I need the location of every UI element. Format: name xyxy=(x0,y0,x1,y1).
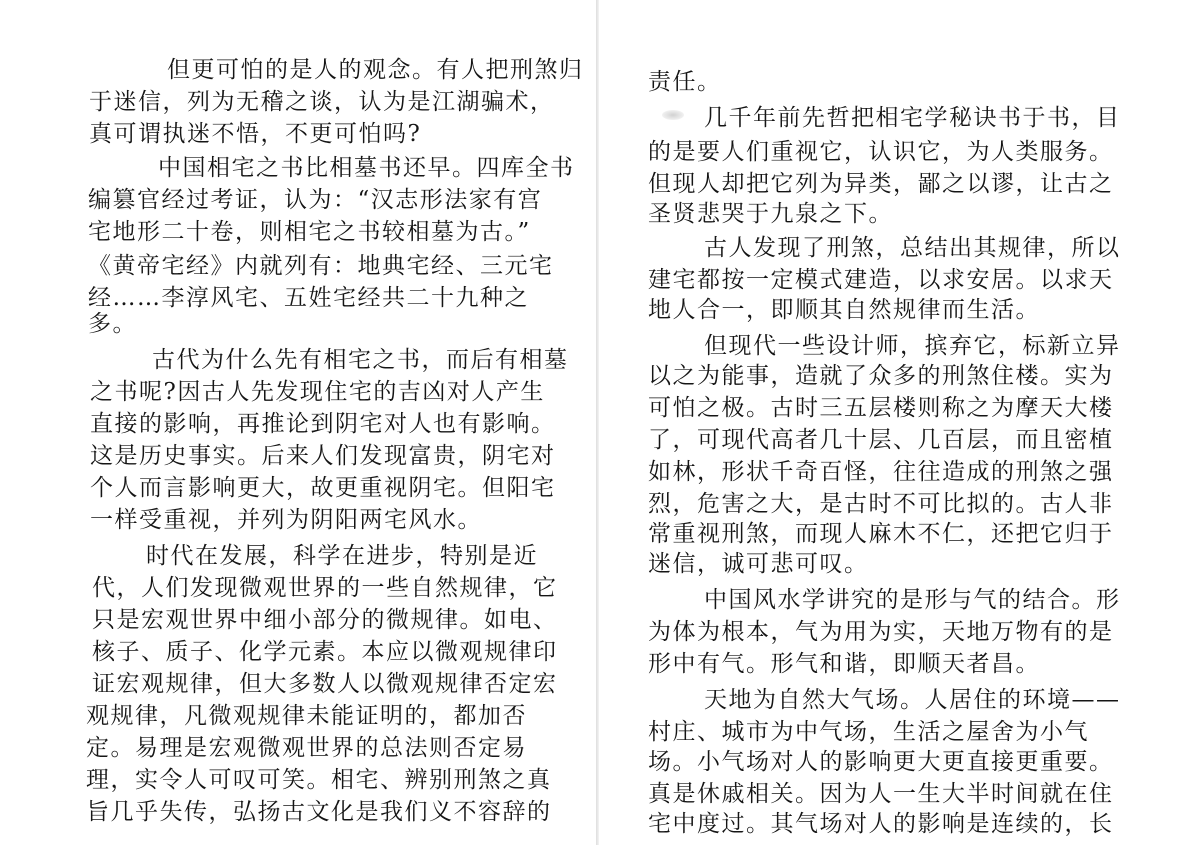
right-line-2: 几千年前先哲把相宅学秘诀书于书，目 xyxy=(704,105,1121,131)
right-line-1: 责任。 xyxy=(648,69,722,95)
right-line-4: 但现人却把它列为异类，鄙之以谬，让古之 xyxy=(648,171,1114,197)
left-line-13: 这是历史事实。后来人们发现富贵，阴宅对 xyxy=(90,443,556,469)
right-line-22: 场。小气场对人的影响更大更直接更重要。 xyxy=(648,749,1114,775)
right-line-13: 如林，形状千奇百怪，往往造成的刑煞之强 xyxy=(648,459,1114,485)
left-line-16: 时代在发展，科学在进步，特别是近 xyxy=(146,543,538,569)
right-line-12: 了，可现代高者几十层、几百层，而且密植 xyxy=(648,427,1114,453)
right-line-6: 古人发现了刑煞，总结出其规律，所以 xyxy=(704,235,1121,261)
left-line-14: 个人而言影响更大，故更重视阴宅。但阳宅 xyxy=(90,475,556,501)
left-line-18: 只是宏观世界中细小部分的微规律。如电、 xyxy=(92,607,558,633)
right-line-5: 圣贤悲哭于九泉之下。 xyxy=(648,201,893,227)
right-line-23: 真是休戚相关。因为人一生大半时间就在住 xyxy=(648,781,1114,807)
scan-smudge xyxy=(662,110,684,120)
left-line-10: 古代为什么先有相宅之书，而后有相墓 xyxy=(152,347,569,373)
right-line-21: 村庄、城市为中气场，生活之屋舍为小气 xyxy=(648,719,1089,745)
left-line-6: 宅地形二十卷，则相宅之书较相墓为古。” xyxy=(88,219,531,245)
page-gutter xyxy=(596,0,599,845)
left-line-19: 核子、质子、化学元素。本应以微观规律印 xyxy=(92,639,558,665)
right-line-17: 中国风水学讲究的是形与气的结合。形 xyxy=(704,587,1121,613)
left-line-15: 一样受重视，并列为阴阳两宅风水。 xyxy=(90,507,482,533)
left-line-11: 之书呢?因古人先发现住宅的吉凶对人产生 xyxy=(90,379,545,405)
right-line-10: 以之为能事，造就了众多的刑煞住楼。实为 xyxy=(648,363,1114,389)
right-line-16: 迷信，诚可悲可叹。 xyxy=(648,551,869,577)
right-line-15: 常重视刑煞，而现人麻木不仁，还把它归于 xyxy=(648,521,1114,547)
left-line-12: 直接的影响，再推论到阴宅对人也有影响。 xyxy=(90,411,556,437)
right-line-11: 可怕之极。古时三五层楼则称之为摩天大楼 xyxy=(648,395,1114,421)
right-line-7: 建宅都按一定模式建造，以求安居。以求天 xyxy=(648,267,1114,293)
left-line-8: 经……李淳风宅、五姓宅经共二十九种之 xyxy=(88,285,529,311)
left-line-7: 《黄帝宅经》内就列有：地典宅经、三元宅 xyxy=(88,253,554,279)
right-line-3: 的是要人们重视它，认识它，为人类服务。 xyxy=(648,139,1114,165)
right-line-9: 但现代一些设计师，摈弃它，标新立异 xyxy=(704,333,1121,359)
left-line-9: 多。 xyxy=(88,311,137,337)
left-line-22: 定。易理是宏观微观世界的总法则否定易 xyxy=(86,735,527,761)
left-line-3: 真可谓执迷不悟，不更可怕吗? xyxy=(89,121,422,147)
right-line-19: 形中有气。形气和谐，即顺天者昌。 xyxy=(648,651,1040,677)
right-line-18: 为体为根本，气为用为实，天地万物有的是 xyxy=(648,619,1114,645)
left-line-2: 于迷信，列为无稽之谈，认为是江湖骗术， xyxy=(89,89,555,115)
right-page xyxy=(600,0,1195,845)
right-line-8: 地人合一，即顺其自然规律而生活。 xyxy=(648,297,1040,323)
left-line-20: 证宏观规律，但大多数人以微观规律否定宏 xyxy=(92,671,558,697)
left-line-24: 旨几乎失传，弘扬古文化是我们义不容辞的 xyxy=(86,799,552,825)
right-line-14: 烈，危害之大，是古时不可比拟的。古人非 xyxy=(648,491,1114,517)
left-line-1: 但更可怕的是人的观念。有人把刑煞归 xyxy=(167,57,584,83)
left-line-21: 观规律，凡微观规律未能证明的，都加否 xyxy=(86,703,527,729)
left-line-5: 编篡官经过考证，认为：“汉志形法家有宫 xyxy=(88,187,543,213)
left-line-4: 中国相宅之书比相墓书还早。四库全书 xyxy=(158,155,575,181)
right-line-24: 宅中度过。其气场对人的影响是连续的，长 xyxy=(648,811,1114,837)
left-line-23: 理，实令人可叹可笑。相宅、辨别刑煞之真 xyxy=(86,767,552,793)
left-line-17: 代，人们发现微观世界的一些自然规律，它 xyxy=(92,575,558,601)
right-line-20: 天地为自然大气场。人居住的环境—— xyxy=(704,687,1121,713)
